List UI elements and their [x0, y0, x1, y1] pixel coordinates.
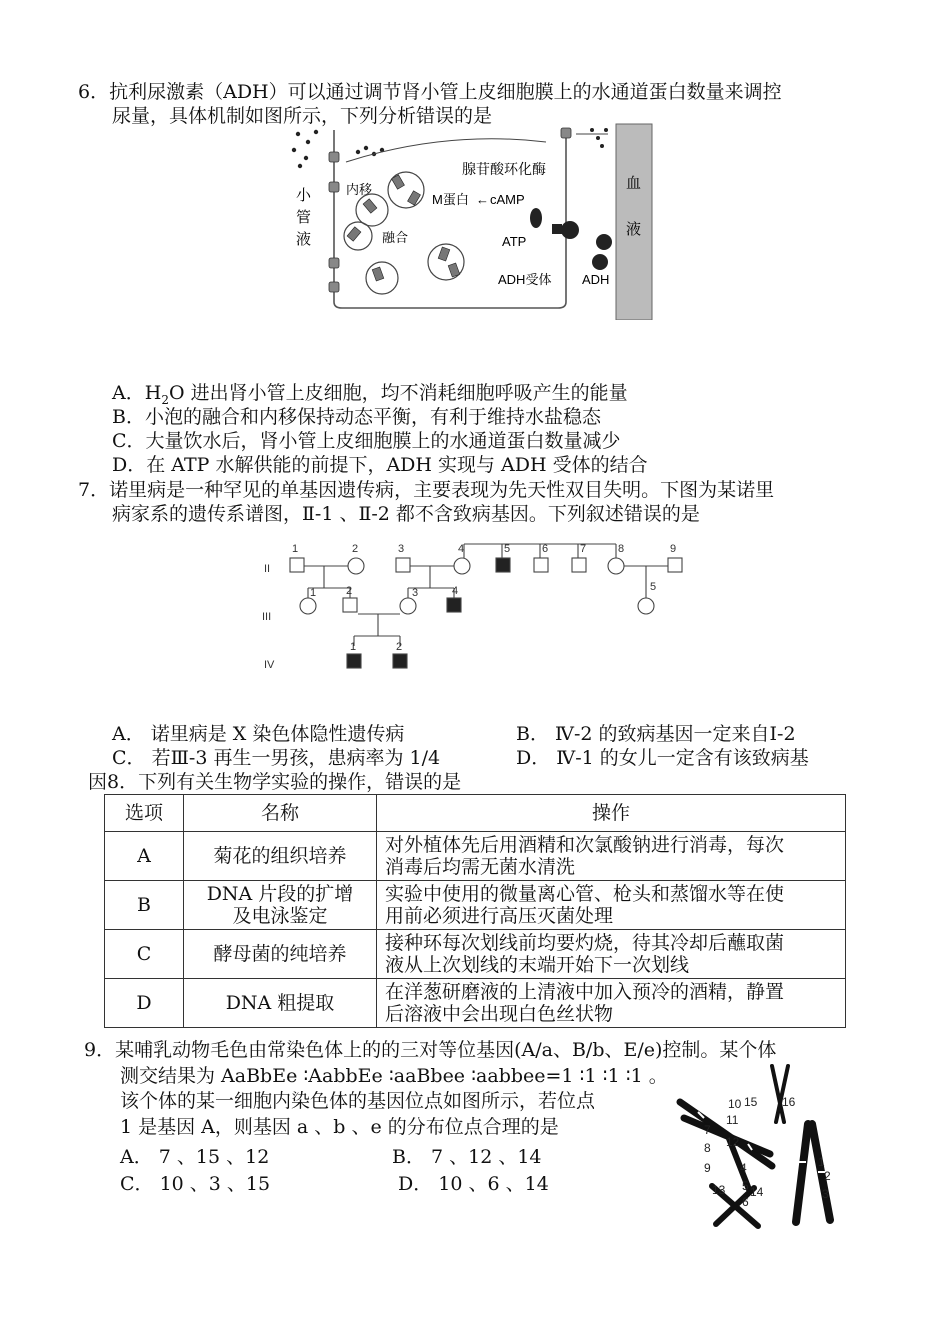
table-row: D DNA 粗提取 在洋葱研磨液的上清液中加入预冷的酒精，静置 后溶液中会出现白色丝状物: [105, 979, 846, 1028]
q9-option-a[interactable]: A． 7 、15 、12: [120, 1146, 270, 1168]
svg-text:12: 12: [726, 1135, 740, 1149]
svg-text:4: 4: [458, 543, 465, 555]
table-row: A 菊花的组织培养 对外植体先后用酒精和次氯酸钠进行消毒，每次 消毒后均需无菌水清洗: [105, 832, 846, 881]
q9-option-d[interactable]: D． 10 、6 、14: [398, 1173, 549, 1195]
header-name: 名称: [184, 795, 377, 832]
q6-stem-1: 抗利尿激素（ADH）可以通过调节肾小管上皮细胞膜上的水通道蛋白数量来调控: [109, 81, 782, 103]
gen-label-iii: III: [262, 611, 272, 623]
svg-text:8: 8: [618, 543, 625, 555]
svg-text:7: 7: [580, 543, 587, 555]
table-row: C 酵母菌的纯培养 接种环每次划线前均要灼烧，待其冷却后蘸取菌 液从上次划线的末端开始下一次划线: [105, 930, 846, 979]
svg-text:1: 1: [310, 587, 317, 599]
svg-text:3: 3: [398, 543, 405, 555]
q7-option-d[interactable]: D． Ⅳ-1 的女儿一定含有该致病基: [516, 747, 809, 769]
svg-text:4: 4: [452, 585, 459, 597]
adh-receptor-label: ADH受体: [498, 272, 552, 287]
q7-option-c[interactable]: C． 若Ⅲ-3 再生一男孩，患病率为 1/4: [112, 747, 441, 769]
q6-option-c[interactable]: C．大量饮水后，肾小管上皮细胞膜上的水通道蛋白数量减少: [112, 430, 621, 452]
svg-text:5: 5: [650, 581, 657, 593]
table-header-row: [105, 795, 846, 832]
svg-text:2: 2: [824, 1169, 831, 1183]
q8-line: [88, 770, 461, 794]
svg-text:16: 16: [782, 1095, 796, 1109]
q9-line2: 测交结果为 AaBbEe ∶AabbEe ∶aaBbee ∶aabbee=1 ∶1 ∶1 ∶1 。: [120, 1065, 668, 1087]
svg-text:1: 1: [350, 641, 357, 653]
adh-mechanism-figure: [286, 122, 662, 320]
table-row: B DNA 片段的扩增 及电泳鉴定 实验中使用的微量离心管、枪头和蒸馏水等在使 用前必须进行高压灭菌处理: [105, 881, 846, 930]
q6-option-a[interactable]: A．$H_2O$ 进出肾小管上皮细胞，均不消耗细胞呼吸产生的能量: [112, 382, 628, 407]
neiyi-label: 内移: [346, 182, 373, 197]
svg-text:3: 3: [822, 1187, 829, 1201]
q7-number: 7．: [78, 479, 110, 501]
q9-line3: 该个体的某一细胞内染色体的基因位点如图所示，若位点: [120, 1090, 596, 1112]
svg-text:10: 10: [728, 1097, 742, 1111]
q9-option-c[interactable]: C． 10 、3 、15: [120, 1173, 271, 1195]
svg-text:9: 9: [670, 543, 677, 555]
q7-option-d-tail: 因: [88, 771, 108, 793]
q6-option-b[interactable]: B．小泡的融合和内移保持动态平衡，有利于维持水盐稳态: [112, 406, 601, 428]
svg-text:6: 6: [542, 543, 549, 555]
q8-table: [104, 794, 846, 1028]
header-option: 选项: [105, 795, 184, 832]
pedigree-chart: [258, 536, 698, 678]
chromosome-figure: [672, 1062, 840, 1232]
ronghe-label: 融合: [382, 230, 409, 245]
svg-text:13: 13: [712, 1183, 726, 1197]
q6-line1: [78, 80, 782, 104]
gen-label-iv: IV: [264, 659, 275, 671]
camp-label: cAMP: [490, 192, 525, 207]
q8-stem: 下列有关生物学实验的操作，错误的是: [138, 771, 462, 793]
svg-text:14: 14: [750, 1185, 764, 1199]
q9-line1: 9．某哺乳动物毛色由常染色体上的的三对等位基因(A/a、B/b、E/e)控制。某个体: [84, 1039, 777, 1061]
blood-label-1: 血: [626, 175, 642, 192]
lumen-label-2: 管: [296, 209, 312, 226]
svg-text:8: 8: [704, 1141, 711, 1155]
svg-text:7: 7: [704, 1123, 711, 1137]
q7-option-a[interactable]: A． 诺里病是 X 染色体隐性遗传病: [112, 723, 405, 745]
blood-label-2: 液: [626, 221, 642, 238]
gen-label-ii: II: [264, 563, 271, 575]
svg-text:5: 5: [504, 543, 511, 555]
q7-option-b[interactable]: B． Ⅳ-2 的致病基因一定来自Ⅰ-2: [516, 723, 796, 745]
atp-label: ATP: [502, 234, 527, 249]
svg-text:1: 1: [818, 1155, 825, 1169]
svg-text:5: 5: [742, 1179, 749, 1193]
q8-number: 8．: [107, 771, 139, 793]
lumen-label-1: 小: [296, 187, 312, 204]
m-protein-arrow: ←: [476, 192, 489, 207]
svg-text:1: 1: [292, 543, 299, 555]
q9-number: 9．: [84, 1039, 116, 1061]
svg-text:3: 3: [412, 587, 419, 599]
svg-text:2: 2: [346, 585, 353, 597]
enzyme-label: 腺苷酸环化酶: [462, 161, 546, 177]
q6-stem-2: 尿量，具体机制如图所示，下列分析错误的是: [112, 105, 493, 127]
svg-text:2: 2: [352, 543, 359, 555]
q6-option-d[interactable]: D．在 ATP 水解供能的前提下，ADH 实现与 ADH 受体的结合: [112, 454, 648, 476]
m-protein-label: M蛋白: [432, 192, 469, 207]
q7-stem-1: 诺里病是一种罕见的单基因遗传病，主要表现为先天性双目失明。下图为某诺里: [109, 479, 775, 501]
svg-text:11: 11: [726, 1113, 739, 1127]
q9-option-b[interactable]: B． 7 、12 、14: [392, 1146, 542, 1168]
q7-stem-2: 病家系的遗传系谱图，Ⅱ-1 、Ⅱ-2 都不含致病基因。下列叙述错误的是: [112, 503, 700, 525]
svg-text:4: 4: [740, 1161, 747, 1175]
adh-label: ADH: [582, 272, 610, 287]
svg-text:9: 9: [704, 1161, 711, 1175]
svg-text:2: 2: [396, 641, 403, 653]
svg-text:6: 6: [742, 1195, 749, 1209]
q7-line1: [78, 478, 774, 502]
q6-number: 6．: [78, 81, 110, 103]
lumen-label-3: 液: [296, 231, 312, 248]
q9-line4: 1 是基因 A，则基因 a 、b 、e 的分布位点合理的是: [120, 1116, 559, 1138]
header-operation: 操作: [377, 795, 846, 832]
svg-text:15: 15: [744, 1095, 758, 1109]
